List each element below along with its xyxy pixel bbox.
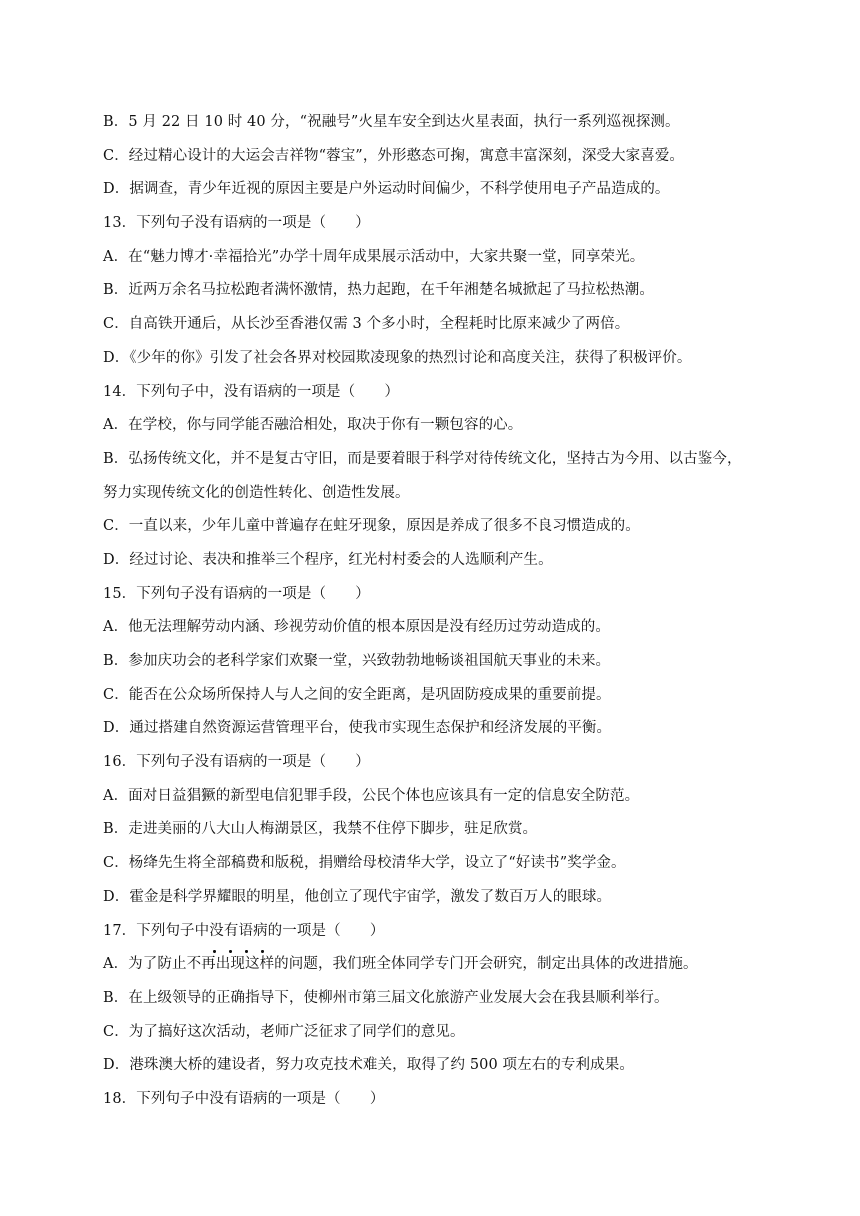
option-c-text: C．经过精心设计的大运会吉祥物“蓉宝”，外形憨态可掬，寓意丰富深刻，深受大家喜爱。 — [103, 147, 685, 164]
question-15-option-a: A．他无法理解劳动内涵、珍视劳动价值的根本原因是没有经历过劳动造成的。 — [103, 619, 610, 636]
question-15-option-d: D．通过搭建自然资源运营管理平台，使我市实现生态保护和经济发展的平衡。 — [103, 720, 612, 737]
question-16-option-b: B．走进美丽的八大山人梅湖景区，我禁不住停下脚步，驻足欣赏。 — [103, 821, 538, 838]
question-17-stem — [103, 915, 783, 949]
question-17-option-c: C．为了搞好这次活动，老师广泛征求了同学们的意见。 — [103, 1023, 465, 1040]
question-14-stem: 14．下列句子中，没有语病的一项是（ ） — [103, 383, 400, 400]
question-13-option-d: D．《少年的你》引发了社会各界对校园欺凌现象的热烈讨论和高度关注，获得了积极评价。 — [103, 349, 692, 366]
question-13-option-c: C．自高铁开通后，从长沙至香港仅需 3 个多小时，全程耗时比原来减少了两倍。 — [103, 316, 630, 333]
emphasis-dots — [213, 950, 263, 954]
question-17-emphasis: 没有语病 — [209, 922, 268, 939]
question-17-option-d: D．港珠澳大桥的建设者，努力攻克技术难关，取得了约 500 项左右的专利成果。 — [103, 1057, 634, 1074]
question-16-option-d: D．霍金是科学界耀眼的明星，他创立了现代宇宙学，激发了数百万人的眼球。 — [103, 888, 612, 905]
question-16-stem: 16．下列句子没有语病的一项是（ ） — [103, 754, 370, 771]
question-15-option-b: B．参加庆功会的老科学家们欢聚一堂，兴致勃勃地畅谈祖国航天事业的未来。 — [103, 653, 611, 669]
option-d-text: D．据调查，青少年近视的原因主要是户外运动时间偏少，不科学使用电子产品造成的。 — [103, 181, 670, 198]
question-13-stem: 13．下列句子没有语病的一项是（ ） — [103, 215, 370, 232]
question-18-stem: 18．下列句子中没有语病的一项是（ ） — [103, 1090, 385, 1107]
question-17-suffix: 的一项是（ ） — [267, 922, 385, 939]
question-14-option-c: C．一直以来，少年儿童中普遍存在蛀牙现象，原因是养成了很多不良习惯造成的。 — [103, 518, 640, 535]
question-13-option-b: B．近两万余名马拉松跑者满怀激情，热力起跑，在千年湘楚名城掀起了马拉松热潮。 — [103, 282, 654, 299]
question-text-body — [103, 106, 783, 1117]
emphasis-dotted-text — [209, 915, 267, 949]
question-14-option-a: A．在学校，你与同学能否融洽相处，取决于你有一颗包容的心。 — [103, 417, 523, 434]
question-17-option-a: A．为了防止不再出现这样的问题，我们班全体同学专门开会研究，制定出具体的改进措施。 — [103, 956, 698, 973]
question-16-option-c: C．杨绛先生将全部稿费和版税，捐赠给母校清华大学，设立了“好读书”奖学金。 — [103, 855, 626, 872]
question-14-option-b-line-2: 努力实现传统文化的创造性转化、创造性发展。 — [103, 484, 410, 501]
question-15-option-c: C．能否在公众场所保持人与人之间的安全距离，是巩固防疫成果的重要前提。 — [103, 686, 611, 703]
question-16-option-a: A．面对日益猖獗的新型电信犯罪手段，公民个体也应该具有一定的信息安全防范。 — [103, 787, 640, 804]
question-13-option-a: A．在“魅力博才·幸福拾光”办学十周年成果展示活动中，大家共聚一堂，同享荣光。 — [103, 248, 645, 265]
option-b-text: B．5 月 22 日 10 时 40 分，“祝融号”火星车安全到达火星表面，执行一系列巡视探测。 — [103, 114, 680, 130]
question-17-prefix: 17．下列句子中 — [103, 922, 210, 939]
question-14-option-d: D．经过讨论、表决和推举三个程序，红光村村委会的人选顺利产生。 — [103, 551, 553, 568]
question-15-stem: 15．下列句子没有语病的一项是（ ） — [103, 585, 370, 602]
question-14-option-b-line-1: B．弘扬传统文化，并不是复古守旧，而是要着眼于科学对待传统文化，坚持古为今用、以古鉴今， — [103, 450, 742, 467]
question-17-option-b: B．在上级领导的正确指导下，使柳州市第三届文化旅游产业发展大会在我县顺利举行。 — [103, 989, 669, 1006]
